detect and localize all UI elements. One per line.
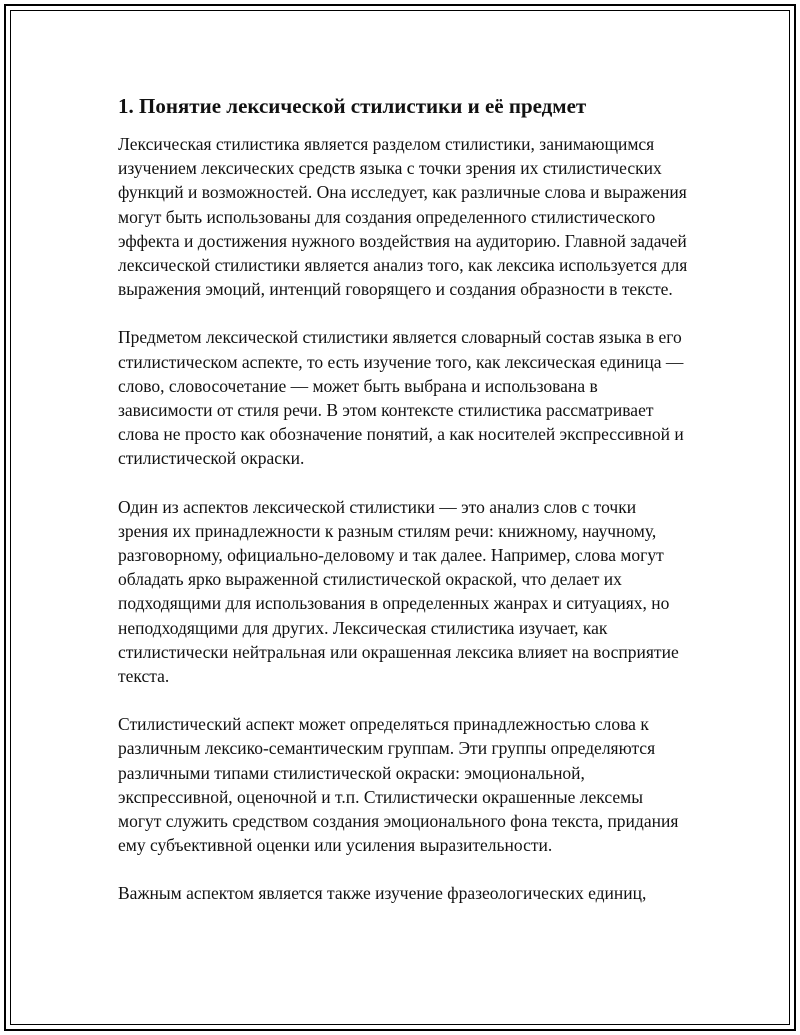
paragraph-1: Лексическая стилистика является разделом стилистики, занимающимся изучением лексических средств языка с точки зрения их стилистических функций и возможностей. Она исследует, как различные слова и выражения могут быть использованы для создания определенного стилистического эффекта и достижения нужного воздействия на аудиторию. Главной задачей лексической стилистики является анализ того, как лексика используется для выражения эмоций, интенций говорящего и создания образности в тексте. (118, 134, 688, 300)
page-title: 1. Понятие лексической стилистики и её предмет (118, 94, 587, 118)
paragraph-3: Один из аспектов лексической стилистики — это анализ слов с точки зрения их принадлежности к разным стилям речи: книжному, научному, разговорному, официально-деловому и так далее. Например, слова могут обладать ярко выраженной стилистической окраской, что делает их подходящими для использования в определенных жанрах и ситуациях, но неподходящими для других. Лексическая стилистика изучает, как стилистически нейтральная или окрашенная лексика влияет на восприятие текста. (118, 496, 679, 687)
paragraph-2: Предметом лексической стилистики является словарный состав языка в его стилистическом аспекте, то есть изучение того, как лексическая единица — слово, словосочетание — может быть выбрана и использована в зависимости от стиля речи. В этом контексте стилистика рассматривает слова не просто как обозначение понятий, а как носителей экспрессивной и стилистической окраски. (118, 327, 684, 469)
paragraph-4: Стилистический аспект может определяться принадлежностью слова к различным лексико-семантическим группам. Эти группы определяются различными типами стилистической окраски: эмоциональной, экспрессивной, оценочной и т.п. Стилистически окрашенные лексемы могут служить средством создания эмоционального фона текста, придания ему субъективной оценки или усиления выразительности. (118, 714, 679, 856)
document-body (118, 92, 688, 930)
paragraph-5: Важным аспектом является также изучение фразеологических единиц, (118, 883, 647, 904)
